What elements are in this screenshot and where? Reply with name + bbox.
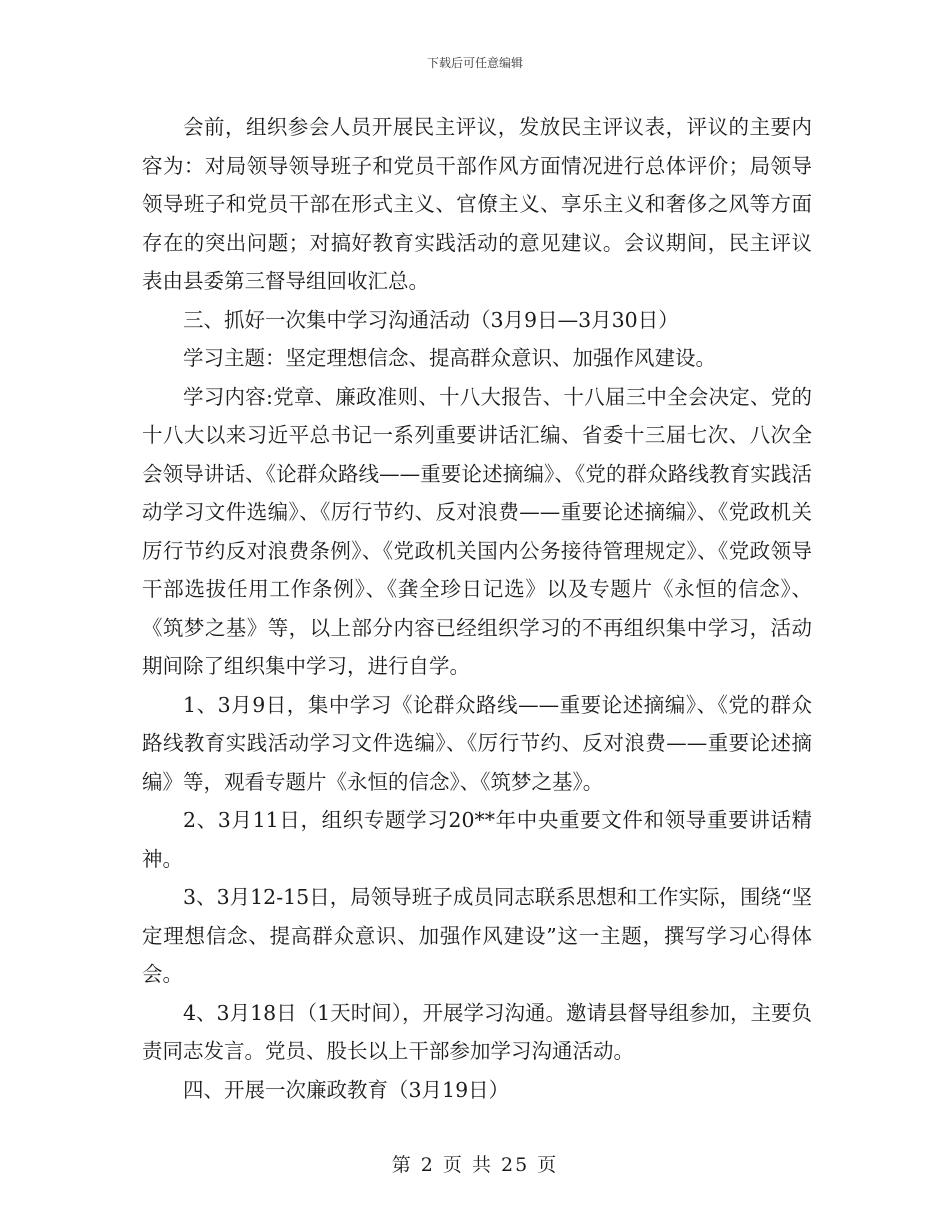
paragraph-study-theme: 学习主题：坚定理想信念、提高群众意识、加强作风建设。 <box>183 346 716 370</box>
page-number-footer: 第 2 页 共 25 页 <box>391 1154 559 1176</box>
section-heading-study-activity: 三、抓好一次集中学习沟通活动（3月9日—3月30日） <box>183 307 679 332</box>
paragraph-study-content: 学习内容:党章、廉政准则、十八大报告、十八届三中全会决定、党的十八大以来习近平总书记一系列重要讲话汇编、省委十三届七次、八次全会领导讲话、《论群众路线——重要论述摘编》、《党的群众路线教育实践活动学习文件选编》、《厉行节约、反对浪费——重要论述摘编》、《党政机关厉行节约反对浪费条例》、《党政机关国内公务接待管理规定》、《党政领导干部选拔任用工作条例》、《龚全珍日记选》以及专题片《永恒的信念》、《筑梦之基》等，以上部分内容已经组织学习的不再组织集中学习，活动期间除了组织集中学习，进行自学。 <box>142 384 812 678</box>
section-heading-integrity-education: 四、开展一次廉政教育（3月19日） <box>183 1077 510 1102</box>
list-item-2: 2、3月11日，组织专题学习20**年中央重要文件和领导重要讲话精神。 <box>142 808 812 871</box>
list-item-1: 1、3月9日，集中学习《论群众路线——重要论述摘编》、《党的群众路线教育实践活动学习文件选编》、《厉行节约、反对浪费——重要论述摘编》等，观看专题片《永恒的信念》、《筑梦之基》。 <box>142 692 812 794</box>
list-item-4: 4、3月18日（1天时间），开展学习沟通。邀请县督导组参加，主要负责同志发言。党员、股长以上干部参加学习沟通活动。 <box>142 1000 812 1063</box>
list-item-3: 3、3月12-15日，局领导班子成员同志联系思想和工作实际，围绕“坚定理想信念、提高群众意识、加强作风建设”这一主题，撰写学习心得体会。 <box>142 885 812 986</box>
page-header: 下载后可任意编辑 <box>426 56 523 70</box>
document-body <box>142 108 812 1109</box>
paragraph-meeting-evaluation: 会前，组织参会人员开展民主评议，发放民主评议表，评议的主要内容为：对局领导领导班子和党员干部作风方面情况进行总体评价；局领导领导班子和党员干部在形式主义、官僚主义、享乐主义和奢侈之风等方面存在的突出问题；对搞好教育实践活动的意见建议。会议期间，民主评议表由县委第三督导组回收汇总。 <box>142 115 812 293</box>
